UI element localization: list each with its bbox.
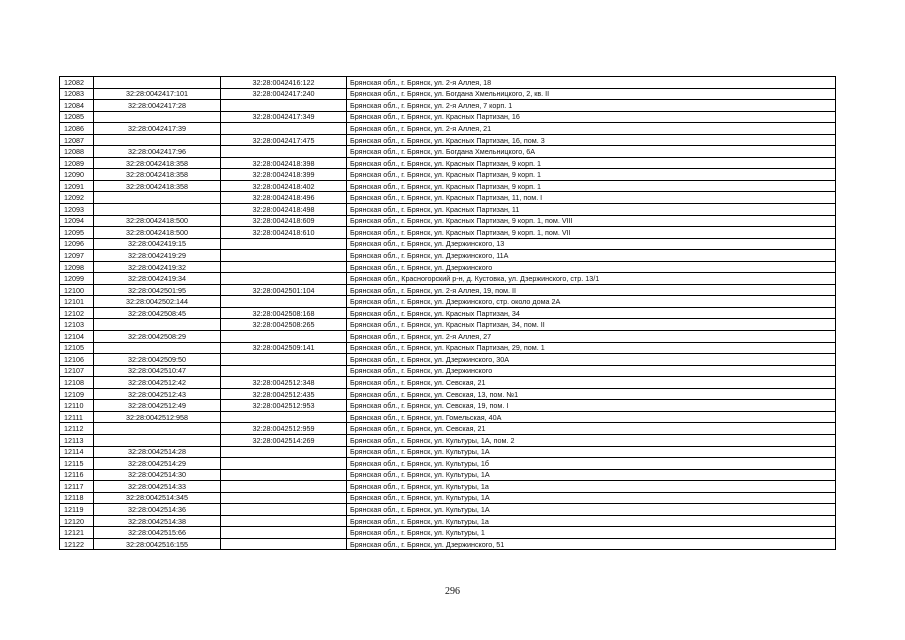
row-number-cell: 12119 [60, 504, 94, 516]
row-number-cell: 12092 [60, 192, 94, 204]
object-cadastral-number-cell: 32:28:0042418:399 [221, 169, 347, 181]
object-cadastral-number-cell: 32:28:0042512:959 [221, 423, 347, 435]
cadastral-number-cell [94, 192, 221, 204]
address-cell: Брянская обл., г. Брянск, ул. Красных Партизан, 9 корп. 1 [347, 157, 836, 169]
row-number-cell: 12096 [60, 238, 94, 250]
table-row [60, 227, 836, 239]
table-row [60, 377, 836, 389]
object-cadastral-number-cell [221, 238, 347, 250]
row-number-cell: 12100 [60, 284, 94, 296]
row-number-cell: 12089 [60, 157, 94, 169]
property-table-body [60, 77, 836, 550]
cadastral-number-cell: 32:28:0042512:42 [94, 377, 221, 389]
table-row [60, 423, 836, 435]
table-row [60, 458, 836, 470]
address-cell: Брянская обл., г. Брянск, ул. Севская, 13, пом. №1 [347, 388, 836, 400]
object-cadastral-number-cell [221, 250, 347, 262]
address-cell: Брянская обл., г. Брянск, ул. Культуры, 1А [347, 504, 836, 516]
object-cadastral-number-cell: 32:28:0042416:122 [221, 77, 347, 89]
table-row [60, 180, 836, 192]
cadastral-number-cell: 32:28:0042418:358 [94, 180, 221, 192]
table-row [60, 446, 836, 458]
address-cell: Брянская обл., г. Брянск, ул. Дзержинского [347, 365, 836, 377]
table-row [60, 238, 836, 250]
object-cadastral-number-cell: 32:28:0042509:141 [221, 342, 347, 354]
address-cell: Брянская обл., г. Брянск, ул. Культуры, 1А [347, 469, 836, 481]
object-cadastral-number-cell: 32:28:0042512:348 [221, 377, 347, 389]
table-row [60, 192, 836, 204]
object-cadastral-number-cell [221, 354, 347, 366]
address-cell: Брянская обл., г. Брянск, ул. Богдана Хмельницкого, 2, кв. II [347, 88, 836, 100]
object-cadastral-number-cell [221, 411, 347, 423]
row-number-cell: 12099 [60, 273, 94, 285]
address-cell: Брянская обл., г. Брянск, ул. Гомельская, 40А [347, 411, 836, 423]
object-cadastral-number-cell: 32:28:0042512:953 [221, 400, 347, 412]
table-row [60, 434, 836, 446]
cadastral-number-cell: 32:28:0042514:28 [94, 446, 221, 458]
address-cell: Брянская обл., г. Брянск, ул. Культуры, 1а [347, 481, 836, 493]
table-row [60, 342, 836, 354]
table-row [60, 411, 836, 423]
table-row [60, 100, 836, 112]
cadastral-number-cell: 32:28:0042419:32 [94, 261, 221, 273]
cadastral-number-cell: 32:28:0042515:66 [94, 527, 221, 539]
address-cell: Брянская обл., г. Брянск, ул. Севская, 19, пом. I [347, 400, 836, 412]
object-cadastral-number-cell [221, 123, 347, 135]
table-row [60, 492, 836, 504]
address-cell: Брянская обл., г. Брянск, ул. Красных Партизан, 16 [347, 111, 836, 123]
row-number-cell: 12106 [60, 354, 94, 366]
address-cell: Брянская обл., г. Брянск, ул. Красных Партизан, 34 [347, 307, 836, 319]
row-number-cell: 12090 [60, 169, 94, 181]
row-number-cell: 12113 [60, 434, 94, 446]
object-cadastral-number-cell [221, 100, 347, 112]
address-cell: Брянская обл., г. Брянск, ул. Дзержинского, 11А [347, 250, 836, 262]
cadastral-number-cell: 32:28:0042514:33 [94, 481, 221, 493]
row-number-cell: 12084 [60, 100, 94, 112]
object-cadastral-number-cell: 32:28:0042418:610 [221, 227, 347, 239]
address-cell: Брянская обл., г. Брянск, ул. Дзержинского, стр. около дома 2А [347, 296, 836, 308]
row-number-cell: 12105 [60, 342, 94, 354]
cadastral-number-cell [94, 319, 221, 331]
table-row [60, 481, 836, 493]
address-cell: Брянская обл., г. Брянск, ул. 2-я Аллея, 7 корп. 1 [347, 100, 836, 112]
object-cadastral-number-cell [221, 296, 347, 308]
table-row [60, 307, 836, 319]
address-cell: Брянская обл., г. Брянск, ул. Культуры, 1А [347, 446, 836, 458]
cadastral-number-cell: 32:28:0042514:30 [94, 469, 221, 481]
table-row [60, 388, 836, 400]
address-cell: Брянская обл., г. Брянск, ул. Дзержинского, 30А [347, 354, 836, 366]
row-number-cell: 12112 [60, 423, 94, 435]
object-cadastral-number-cell [221, 261, 347, 273]
address-cell: Брянская обл., г. Брянск, ул. Красных Партизан, 29, пом. 1 [347, 342, 836, 354]
row-number-cell: 12094 [60, 215, 94, 227]
row-number-cell: 12109 [60, 388, 94, 400]
cadastral-number-cell [94, 77, 221, 89]
cadastral-number-cell: 32:28:0042512:43 [94, 388, 221, 400]
object-cadastral-number-cell [221, 273, 347, 285]
cadastral-number-cell [94, 423, 221, 435]
address-cell: Брянская обл., г. Брянск, ул. Красных Партизан, 9 корп. 1, пом. VIII [347, 215, 836, 227]
cadastral-number-cell [94, 111, 221, 123]
table-row [60, 146, 836, 158]
cadastral-number-cell: 32:28:0042502:144 [94, 296, 221, 308]
object-cadastral-number-cell: 32:28:0042508:168 [221, 307, 347, 319]
row-number-cell: 12097 [60, 250, 94, 262]
address-cell: Брянская обл., г. Брянск, ул. Культуры, 1б [347, 458, 836, 470]
cadastral-number-cell: 32:28:0042514:38 [94, 515, 221, 527]
object-cadastral-number-cell: 32:28:0042418:496 [221, 192, 347, 204]
object-cadastral-number-cell [221, 469, 347, 481]
table-row [60, 319, 836, 331]
address-cell: Брянская обл., Красногорский р-н, д. Кустовка, ул. Дзержинского, стр. 13/1 [347, 273, 836, 285]
object-cadastral-number-cell [221, 538, 347, 550]
row-number-cell: 12083 [60, 88, 94, 100]
cadastral-number-cell [94, 342, 221, 354]
row-number-cell: 12098 [60, 261, 94, 273]
table-row [60, 365, 836, 377]
cadastral-number-cell [94, 434, 221, 446]
cadastral-number-cell: 32:28:0042419:29 [94, 250, 221, 262]
object-cadastral-number-cell: 32:28:0042417:349 [221, 111, 347, 123]
row-number-cell: 12121 [60, 527, 94, 539]
address-cell: Брянская обл., г. Брянск, ул. 2-я Аллея, 27 [347, 331, 836, 343]
address-cell: Брянская обл., г. Брянск, ул. Дзержинского, 51 [347, 538, 836, 550]
object-cadastral-number-cell: 32:28:0042418:609 [221, 215, 347, 227]
object-cadastral-number-cell [221, 492, 347, 504]
cadastral-number-cell: 32:28:0042418:358 [94, 169, 221, 181]
row-number-cell: 12082 [60, 77, 94, 89]
table-row [60, 77, 836, 89]
address-cell: Брянская обл., г. Брянск, ул. 2-я Аллея, 19, пом. II [347, 284, 836, 296]
address-cell: Брянская обл., г. Брянск, ул. 2-я Аллея, 18 [347, 77, 836, 89]
row-number-cell: 12085 [60, 111, 94, 123]
object-cadastral-number-cell: 32:28:0042418:398 [221, 157, 347, 169]
table-row [60, 538, 836, 550]
object-cadastral-number-cell [221, 446, 347, 458]
table-row [60, 504, 836, 516]
table-row [60, 88, 836, 100]
cadastral-number-cell: 32:28:0042418:500 [94, 227, 221, 239]
row-number-cell: 12091 [60, 180, 94, 192]
table-row [60, 296, 836, 308]
row-number-cell: 12108 [60, 377, 94, 389]
address-cell: Брянская обл., г. Брянск, ул. 2-я Аллея, 21 [347, 123, 836, 135]
cadastral-number-cell: 32:28:0042512:49 [94, 400, 221, 412]
row-number-cell: 12115 [60, 458, 94, 470]
object-cadastral-number-cell: 32:28:0042512:435 [221, 388, 347, 400]
row-number-cell: 12101 [60, 296, 94, 308]
object-cadastral-number-cell [221, 504, 347, 516]
table-row [60, 134, 836, 146]
row-number-cell: 12088 [60, 146, 94, 158]
row-number-cell: 12093 [60, 204, 94, 216]
cadastral-number-cell: 32:28:0042419:15 [94, 238, 221, 250]
address-cell: Брянская обл., г. Брянск, ул. Культуры, 1А, пом. 2 [347, 434, 836, 446]
table-row [60, 204, 836, 216]
cadastral-number-cell: 32:28:0042516:155 [94, 538, 221, 550]
address-cell: Брянская обл., г. Брянск, ул. Красных Партизан, 34, пом. II [347, 319, 836, 331]
address-cell: Брянская обл., г. Брянск, ул. Красных Партизан, 11, пом. I [347, 192, 836, 204]
property-table [59, 76, 836, 550]
table-row [60, 169, 836, 181]
object-cadastral-number-cell: 32:28:0042418:498 [221, 204, 347, 216]
row-number-cell: 12095 [60, 227, 94, 239]
address-cell: Брянская обл., г. Брянск, ул. Культуры, 1а [347, 515, 836, 527]
table-row [60, 469, 836, 481]
table-row [60, 273, 836, 285]
table-row [60, 157, 836, 169]
cadastral-number-cell: 32:28:0042509:50 [94, 354, 221, 366]
address-cell: Брянская обл., г. Брянск, ул. Красных Партизан, 9 корп. 1 [347, 180, 836, 192]
object-cadastral-number-cell [221, 365, 347, 377]
object-cadastral-number-cell: 32:28:0042508:265 [221, 319, 347, 331]
row-number-cell: 12118 [60, 492, 94, 504]
row-number-cell: 12103 [60, 319, 94, 331]
row-number-cell: 12107 [60, 365, 94, 377]
object-cadastral-number-cell [221, 331, 347, 343]
row-number-cell: 12102 [60, 307, 94, 319]
address-cell: Брянская обл., г. Брянск, ул. Севская, 21 [347, 423, 836, 435]
cadastral-number-cell: 32:28:0042510:47 [94, 365, 221, 377]
address-cell: Брянская обл., г. Брянск, ул. Богдана Хмельницкого, 6А [347, 146, 836, 158]
row-number-cell: 12120 [60, 515, 94, 527]
row-number-cell: 12114 [60, 446, 94, 458]
cadastral-number-cell: 32:28:0042501:95 [94, 284, 221, 296]
cadastral-number-cell: 32:28:0042417:101 [94, 88, 221, 100]
row-number-cell: 12116 [60, 469, 94, 481]
cadastral-number-cell: 32:28:0042512:958 [94, 411, 221, 423]
table-row [60, 354, 836, 366]
table-row [60, 284, 836, 296]
object-cadastral-number-cell: 32:28:0042418:402 [221, 180, 347, 192]
table-row [60, 111, 836, 123]
table-row [60, 331, 836, 343]
table-row [60, 515, 836, 527]
cadastral-number-cell: 32:28:0042514:29 [94, 458, 221, 470]
object-cadastral-number-cell [221, 527, 347, 539]
cadastral-number-cell: 32:28:0042417:28 [94, 100, 221, 112]
object-cadastral-number-cell [221, 515, 347, 527]
object-cadastral-number-cell: 32:28:0042514:269 [221, 434, 347, 446]
address-cell: Брянская обл., г. Брянск, ул. Дзержинского [347, 261, 836, 273]
object-cadastral-number-cell: 32:28:0042417:475 [221, 134, 347, 146]
object-cadastral-number-cell: 32:28:0042501:104 [221, 284, 347, 296]
cadastral-number-cell: 32:28:0042419:34 [94, 273, 221, 285]
row-number-cell: 12110 [60, 400, 94, 412]
table-row [60, 123, 836, 135]
cadastral-number-cell [94, 134, 221, 146]
row-number-cell: 12111 [60, 411, 94, 423]
address-cell: Брянская обл., г. Брянск, ул. Культуры, 1А [347, 492, 836, 504]
cadastral-number-cell: 32:28:0042508:45 [94, 307, 221, 319]
cadastral-number-cell: 32:28:0042418:358 [94, 157, 221, 169]
address-cell: Брянская обл., г. Брянск, ул. Красных Партизан, 16, пом. 3 [347, 134, 836, 146]
table-row [60, 527, 836, 539]
object-cadastral-number-cell [221, 458, 347, 470]
address-cell: Брянская обл., г. Брянск, ул. Красных Партизан, 11 [347, 204, 836, 216]
row-number-cell: 12087 [60, 134, 94, 146]
table-row [60, 215, 836, 227]
address-cell: Брянская обл., г. Брянск, ул. Севская, 21 [347, 377, 836, 389]
row-number-cell: 12117 [60, 481, 94, 493]
row-number-cell: 12086 [60, 123, 94, 135]
table-row [60, 250, 836, 262]
table-row [60, 261, 836, 273]
row-number-cell: 12122 [60, 538, 94, 550]
row-number-cell: 12104 [60, 331, 94, 343]
object-cadastral-number-cell [221, 481, 347, 493]
page-number: 296 [445, 586, 460, 597]
object-cadastral-number-cell: 32:28:0042417:240 [221, 88, 347, 100]
cadastral-number-cell: 32:28:0042417:39 [94, 123, 221, 135]
address-cell: Брянская обл., г. Брянск, ул. Красных Партизан, 9 корп. 1, пом. VII [347, 227, 836, 239]
object-cadastral-number-cell [221, 146, 347, 158]
address-cell: Брянская обл., г. Брянск, ул. Культуры, 1 [347, 527, 836, 539]
cadastral-number-cell: 32:28:0042418:500 [94, 215, 221, 227]
cadastral-number-cell: 32:28:0042514:36 [94, 504, 221, 516]
address-cell: Брянская обл., г. Брянск, ул. Дзержинского, 13 [347, 238, 836, 250]
address-cell: Брянская обл., г. Брянск, ул. Красных Партизан, 9 корп. 1 [347, 169, 836, 181]
cadastral-number-cell: 32:28:0042417:96 [94, 146, 221, 158]
cadastral-number-cell: 32:28:0042508:29 [94, 331, 221, 343]
cadastral-number-cell [94, 204, 221, 216]
table-row [60, 400, 836, 412]
cadastral-number-cell: 32:28:0042514:345 [94, 492, 221, 504]
